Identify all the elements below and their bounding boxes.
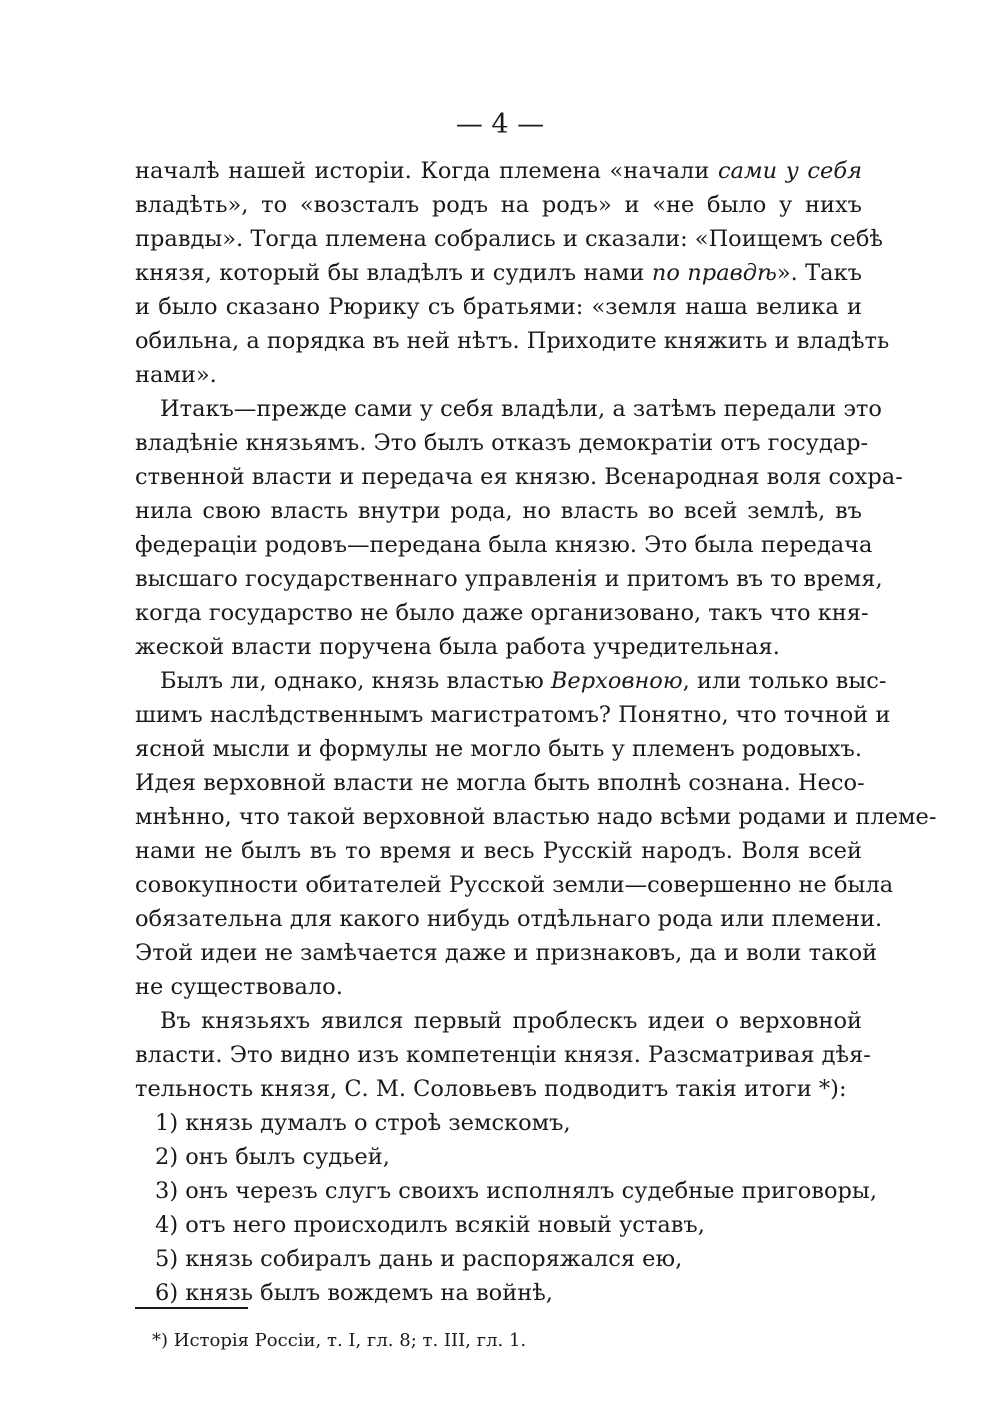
text-line: началѣ нашей исторіи. Когда племена «начали сами у себя <box>135 158 862 184</box>
text-line: Идея верховной власти не могла быть вполнѣ сознана. Несо- <box>135 770 865 796</box>
text-line: ственной власти и передача ея князю. Всенародная воля сохра- <box>135 464 903 490</box>
list-item: 6) князь былъ вождемъ на войнѣ, <box>155 1280 553 1306</box>
text-line: власти. Это видно изъ компетенціи князя. Разсматривая дѣя- <box>135 1042 871 1068</box>
text-line: жеской власти поручена была работа учредительная. <box>135 634 780 660</box>
text-line: обязательна для какого нибудь отдѣльнаго рода или племени. <box>135 906 883 932</box>
text-line: когда государство не было даже организовано, такъ что кня- <box>135 600 869 626</box>
list-item: 3) онъ черезъ слугъ своихъ исполнялъ судебные приговоры, <box>155 1178 877 1204</box>
footnote-divider <box>135 1307 248 1309</box>
text-line: Этой идеи не замѣчается даже и признаковъ, да и воли такой <box>135 940 878 966</box>
text-line: тельность князя, С. М. Соловьевъ подводитъ такія итоги *): <box>135 1076 847 1102</box>
text-line: ясной мысли и формулы не могло быть у племенъ родовыхъ. <box>135 736 862 762</box>
text-line: нами». <box>135 362 217 388</box>
text-line: нила свою власть внутри рода, но власть во всей землѣ, въ <box>135 498 862 524</box>
text-line: Былъ ли, однако, князь властью Верховною, или только выс- <box>160 668 887 694</box>
text-line: не существовало. <box>135 974 343 1000</box>
page-number: — 4 — <box>455 109 545 140</box>
list-item: 5) князь собиралъ дань и распоряжался ею, <box>155 1246 683 1272</box>
text-line: мнѣнно, что такой верховной властью надо всѣми родами и племе- <box>135 804 937 830</box>
text-line: и было сказано Рюрику съ братьями: «земля наша велика и <box>135 294 862 320</box>
text-line: высшаго государственнаго управленія и притомъ въ то время, <box>135 566 883 592</box>
text-line: правды». Тогда племена собрались и сказали: «Поищемъ себѣ <box>135 226 883 252</box>
text-line: князя, который бы владѣлъ и судилъ нами по правдѣ». Такъ <box>135 260 862 286</box>
text-line: совокупности обитателей Русской земли—совершенно не была <box>135 872 894 898</box>
text-line: федераціи родовъ—передана была князю. Это была передача <box>135 532 873 558</box>
list-item: 2) онъ былъ судьей, <box>155 1144 390 1170</box>
text-line: Итакъ—прежде сами у себя владѣли, а затѣмъ передали это <box>160 396 882 422</box>
text-line: Въ князьяхъ явился первый проблескъ идеи о верховной <box>160 1008 862 1034</box>
footnote: *) Исторія Россіи, т. I, гл. 8; т. III, гл. 1. <box>152 1330 527 1351</box>
text-line: нами не былъ въ то время и весь Русскій народъ. Воля всей <box>135 838 862 864</box>
list-item: 1) князь думалъ о строѣ земскомъ, <box>155 1110 571 1136</box>
text-line: шимъ наслѣдственнымъ магистратомъ? Понятно, что точной и <box>135 702 891 728</box>
text-line: владѣніе князьямъ. Это былъ отказъ демократіи отъ государ- <box>135 430 869 456</box>
list-item: 4) отъ него происходилъ всякій новый уставъ, <box>155 1212 705 1238</box>
text-line: обильна, а порядка въ ней нѣтъ. Приходите княжить и владѣть <box>135 328 890 354</box>
text-line: владѣть», то «возсталъ родъ на родъ» и «не было у нихъ <box>135 192 862 218</box>
